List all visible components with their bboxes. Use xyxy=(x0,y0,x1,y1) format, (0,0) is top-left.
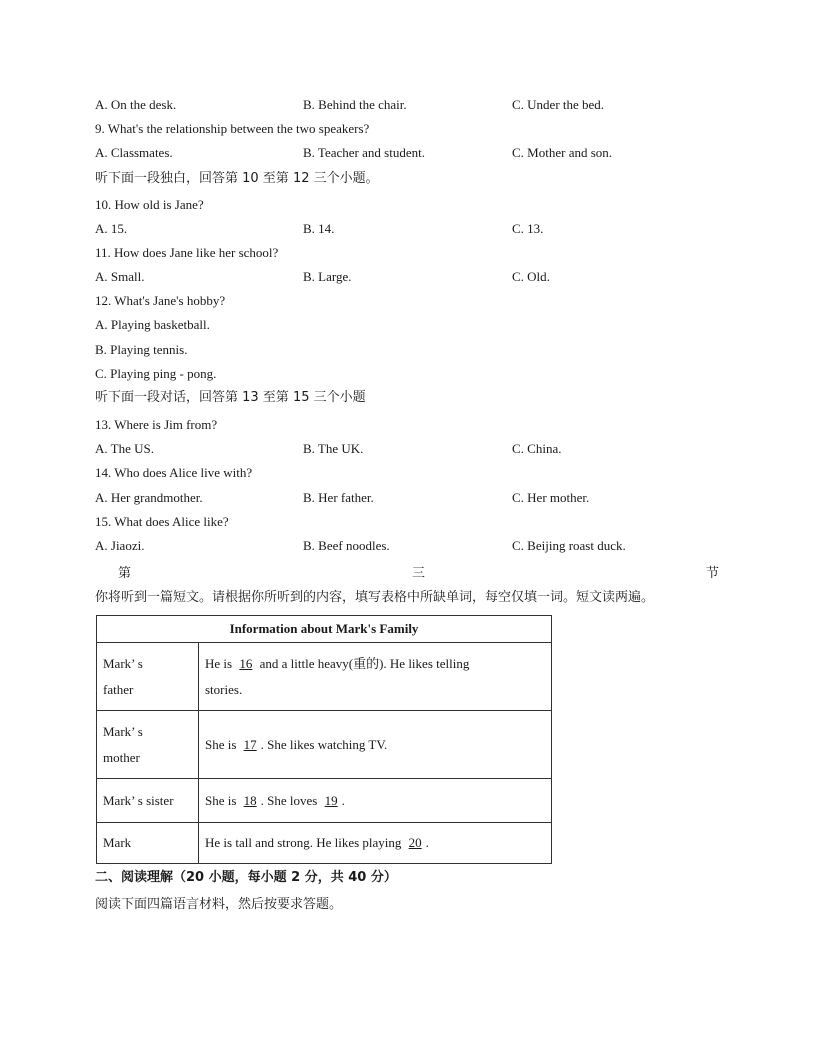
blank-16[interactable]: 16 xyxy=(239,655,253,671)
q12-option-b: B. Playing tennis. xyxy=(95,342,188,357)
q10-option-c: C. 13. xyxy=(512,221,544,236)
q13-question: 13. Where is Jim from? xyxy=(95,417,218,432)
table-title: Information about Mark's Family xyxy=(97,616,552,643)
row-label-line1: Mark’ s xyxy=(103,655,143,671)
row-desc-mark xyxy=(199,823,552,864)
q14-question: 14. Who does Alice live with? xyxy=(95,465,253,480)
row-label-line2: mother xyxy=(103,749,140,765)
q8-option-c: C. Under the bed. xyxy=(512,97,605,112)
blank-18[interactable]: 18 xyxy=(243,792,257,808)
q13-option-b: B. The UK. xyxy=(303,441,364,456)
q15-option-b: B. Beef noodles. xyxy=(303,538,390,553)
instruction-10-12: 听下面一段独白，回答第 10 至第 12 三个小题。 xyxy=(95,171,379,186)
mark-family-table xyxy=(96,615,552,864)
q14-option-c: C. Her mother. xyxy=(512,490,590,505)
q15-option-a: A. Jiaozi. xyxy=(95,538,145,553)
row-text: She is xyxy=(205,792,240,808)
q14-option-b: B. Her father. xyxy=(303,490,374,505)
q13-option-a: A. The US. xyxy=(95,441,154,456)
part2-instruction: 阅读下面四篇语言材料，然后按要求答题。 xyxy=(95,897,343,912)
table-header-row xyxy=(97,616,552,643)
q11-option-a: A. Small. xyxy=(95,269,145,284)
row-desc-mother xyxy=(199,711,552,779)
q8-option-a: A. On the desk. xyxy=(95,97,177,112)
q13-option-c: C. China. xyxy=(512,441,562,456)
row-text: He is tall and strong. He likes playing xyxy=(205,835,405,850)
row-label-line2: father xyxy=(103,681,134,697)
row-text-line2: stories. xyxy=(205,681,243,697)
row-text: She is xyxy=(205,736,240,752)
q15-option-c: C. Beijing roast duck. xyxy=(512,538,626,553)
row-label-father xyxy=(97,643,199,711)
q12-option-a: A. Playing basketball. xyxy=(95,317,210,332)
row-desc-father xyxy=(199,643,552,711)
row-label-line1: Mark’ s xyxy=(103,723,143,739)
table-row xyxy=(97,711,552,779)
row-label-sister: Mark’ s sister xyxy=(97,779,199,823)
part2-heading: 二、阅读理解（20 小题，每小题 2 分，共 40 分） xyxy=(95,870,397,885)
q9-question: 9. What's the relationship between the two speakers? xyxy=(95,121,370,136)
q11-question: 11. How does Jane like her school? xyxy=(95,245,279,260)
q15-question: 15. What does Alice like? xyxy=(95,514,229,529)
row-text: . She loves xyxy=(260,792,321,808)
row-text: . She likes watching TV. xyxy=(260,736,388,752)
row-text: . xyxy=(425,835,429,850)
row-label-mother xyxy=(97,711,199,779)
q10-option-b: B. 14. xyxy=(303,221,335,236)
table-row xyxy=(97,779,552,823)
section3-instruction: 你将听到一篇短文。请根据你所听到的内容，填写表格中所缺单词，每空仅填一词。短文读两遍。 xyxy=(95,590,655,605)
q12-question: 12. What's Jane's hobby? xyxy=(95,293,226,308)
q11-option-c: C. Old. xyxy=(512,269,550,284)
section3-heading-part1: 第 xyxy=(118,566,132,581)
q9-option-a: A. Classmates. xyxy=(95,145,173,160)
q14-option-a: A. Her grandmother. xyxy=(95,490,203,505)
section3-heading-part2: 三 xyxy=(412,566,426,581)
row-desc-sister xyxy=(199,779,552,823)
section3-heading-part3: 节 xyxy=(706,566,720,581)
row-text: . xyxy=(341,792,345,808)
row-text: and a little heavy(重的). He likes telling xyxy=(256,655,470,671)
q9-option-c: C. Mother and son. xyxy=(512,145,613,160)
row-label-mark: Mark xyxy=(97,823,199,864)
q11-option-b: B. Large. xyxy=(303,269,352,284)
blank-17[interactable]: 17 xyxy=(243,736,257,752)
q10-question: 10. How old is Jane? xyxy=(95,197,204,212)
q8-option-b: B. Behind the chair. xyxy=(303,97,407,112)
table-row xyxy=(97,823,552,864)
blank-19[interactable]: 19 xyxy=(324,792,338,808)
blank-20[interactable]: 20 xyxy=(408,835,422,850)
table-row xyxy=(97,643,552,711)
row-text: He is xyxy=(205,655,236,671)
q10-option-a: A. 15. xyxy=(95,221,128,236)
q9-option-b: B. Teacher and student. xyxy=(303,145,425,160)
instruction-13-15: 听下面一段对话，回答第 13 至第 15 三个小题 xyxy=(95,390,366,405)
q12-option-c: C. Playing ping - pong. xyxy=(95,366,217,381)
